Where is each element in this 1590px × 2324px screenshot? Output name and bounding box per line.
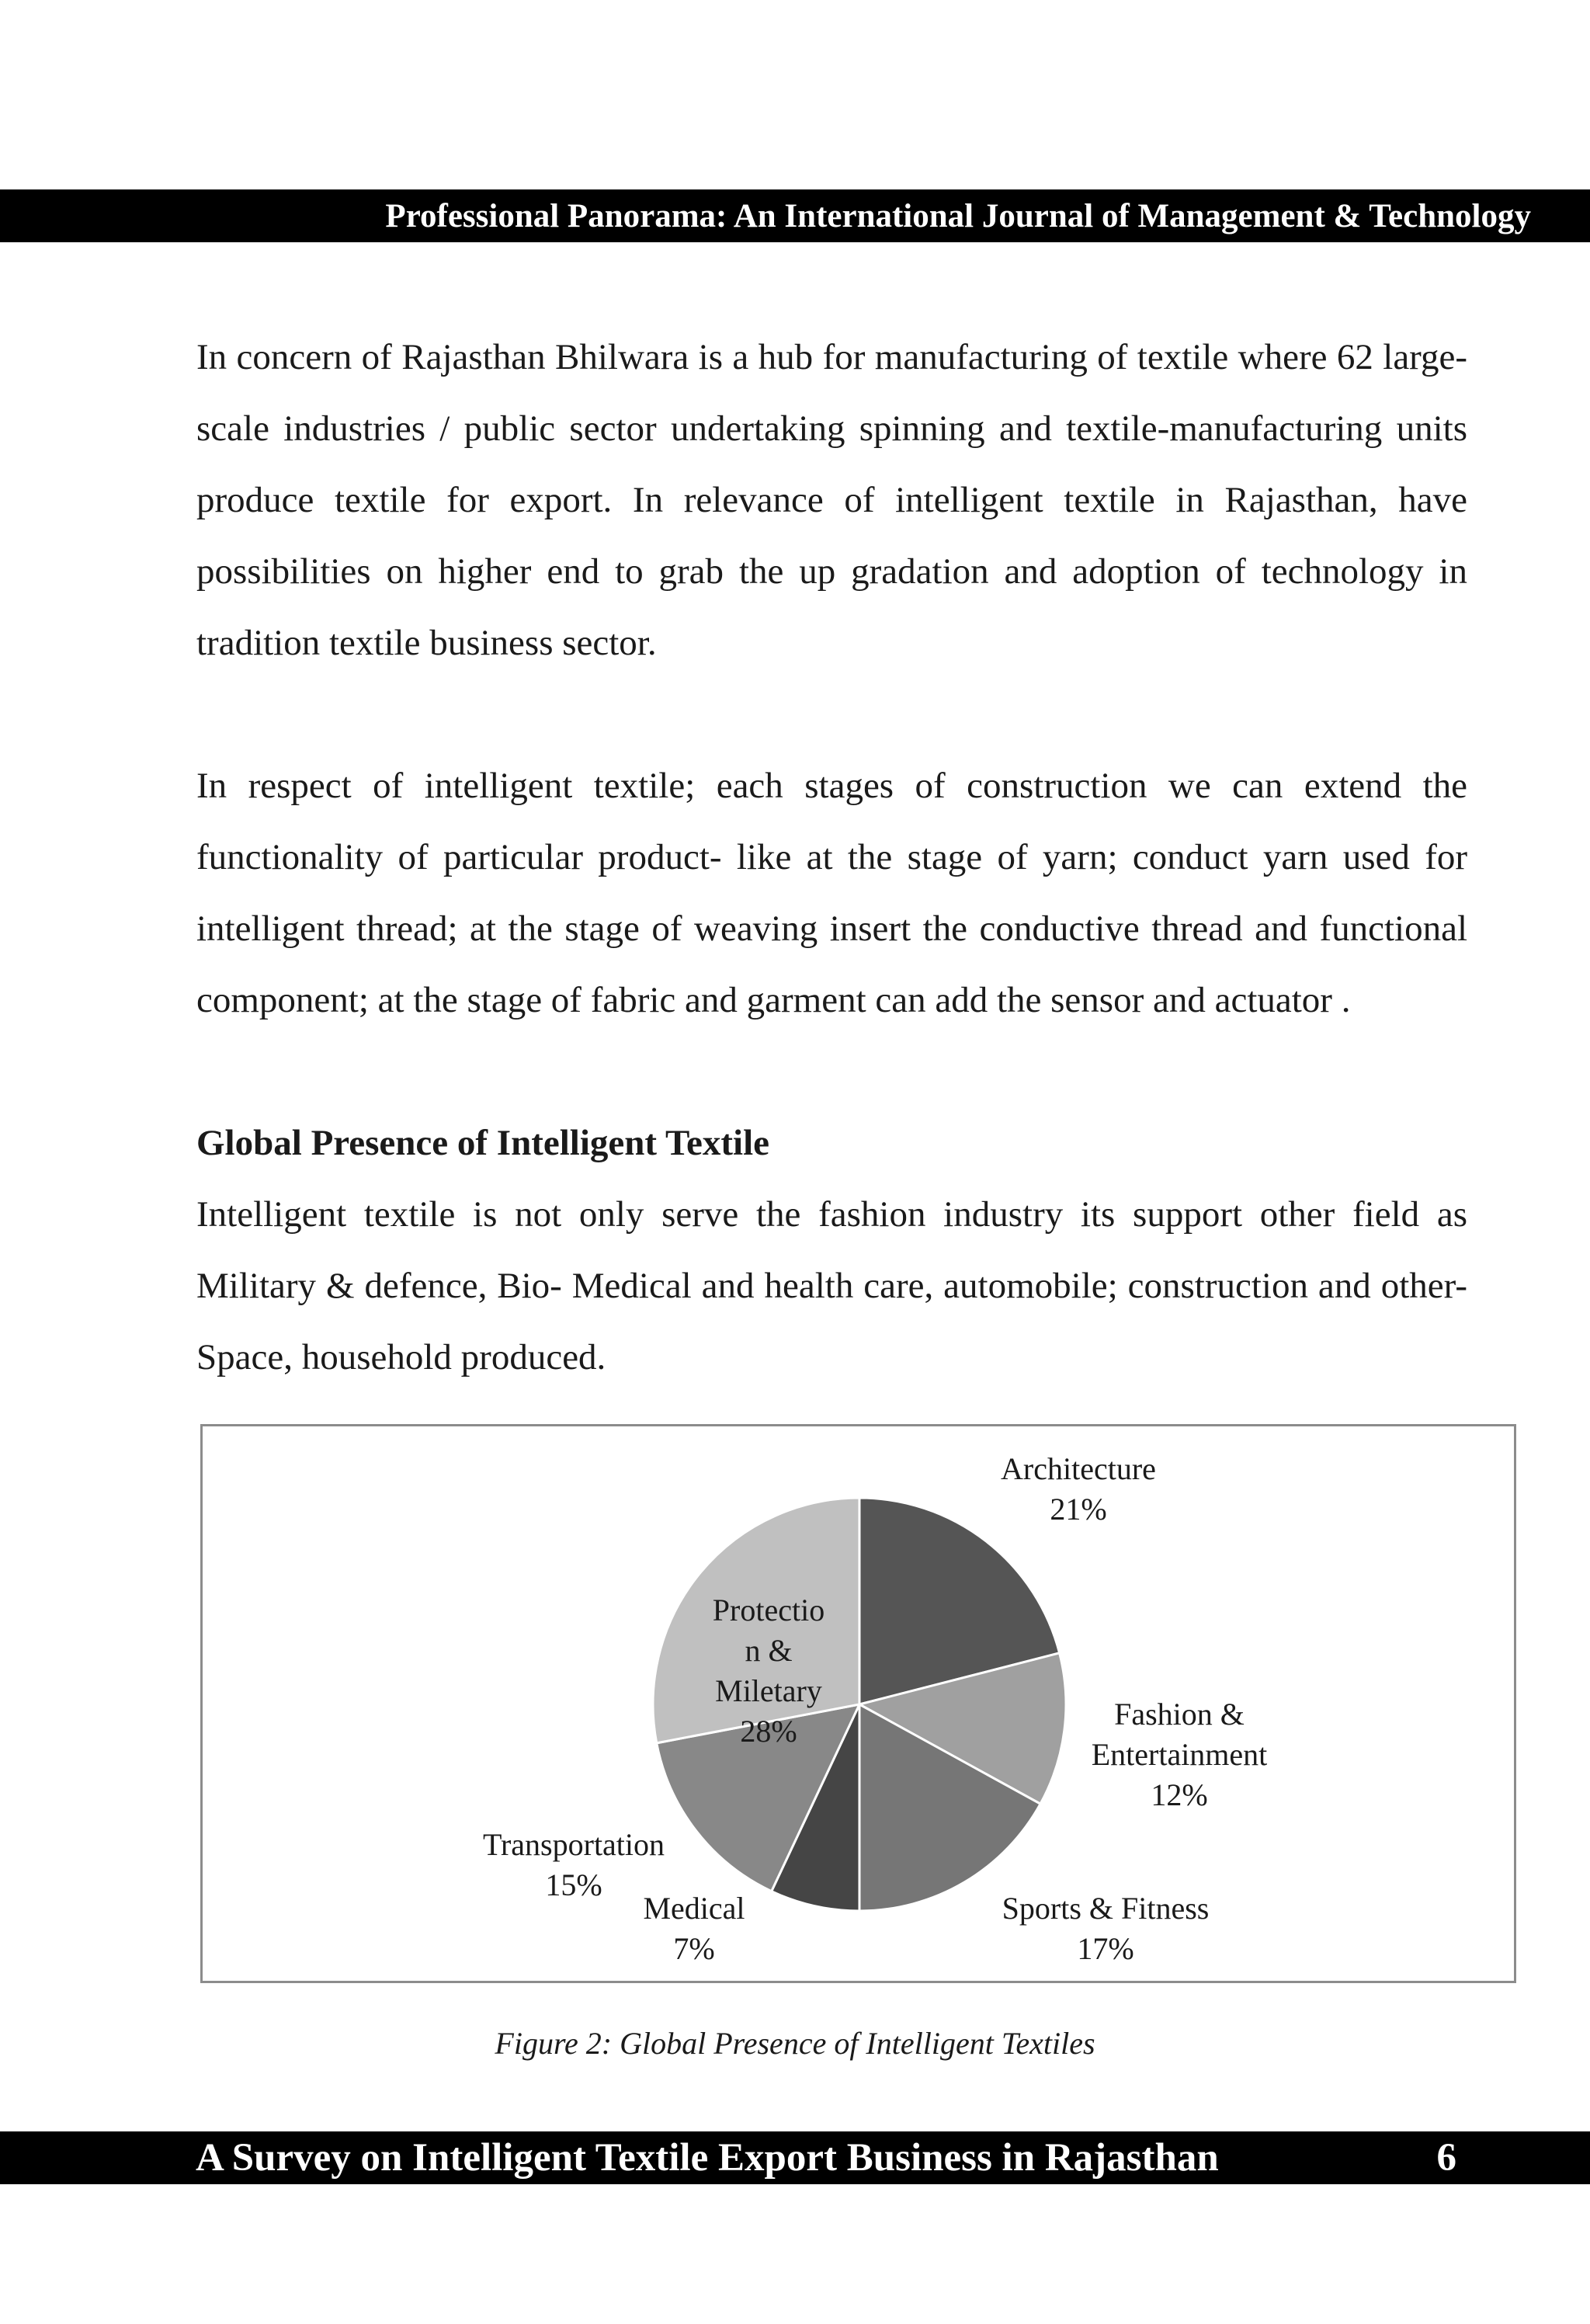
pie-chart [203, 1426, 1519, 1985]
footer-bar [0, 2131, 1590, 2184]
journal-header-bar [0, 189, 1590, 242]
section-heading: Global Presence of Intelligent Textile [196, 1123, 770, 1163]
journal-title: Professional Panorama: An International Journal of Management & Technology [385, 197, 1531, 234]
pie-label-protectio-n-miletary: Protectio n & Miletary 28% [712, 1593, 825, 1749]
pie-label-transportation: Transportation 15% [482, 1827, 665, 1902]
paragraph-3: Intelligent textile is not only serve the fashion industry its support other field as Military & defence, Bio- Medical and health care, automobile; construction and other-Space, household produced. [196, 1194, 1467, 1377]
footer-title: A Survey on Intelligent Textile Export Business in Rajasthan [196, 2136, 1219, 2180]
pie-chart-figure [200, 1424, 1516, 1983]
pie-label-sports-fitness: Sports & Fitness 17% [1002, 1891, 1210, 1966]
paragraph-2: In respect of intelligent textile; each stages of construction we can extend the functionality of particular product- like at the stage of yarn; conduct yarn used for intelligent thread; at the stage of weaving insert the conductive thread and functional component; at the stage of fabric and garment can add the sensor and actuator . [196, 766, 1467, 1020]
pie-label-medical: Medical 7% [643, 1891, 745, 1966]
figure-caption: Figure 2: Global Presence of Intelligent Textiles [495, 2026, 1095, 2061]
pie-label-architecture: Architecture 21% [1001, 1451, 1156, 1527]
paragraph-1: In concern of Rajasthan Bhilwara is a hub for manufacturing of textile where 62 large-scale industries / public sector undertaking spinning and textile-manufacturing units produce textile for export. In relevance of intelligent textile in Rajasthan, have possibilities on higher end to grab the up gradation and adoption of technology in tradition textile business sector. [196, 337, 1467, 663]
pie-label-fashion-entertainment: Fashion & Entertainment 12% [1091, 1697, 1268, 1812]
page-number: 6 [1436, 2136, 1456, 2180]
